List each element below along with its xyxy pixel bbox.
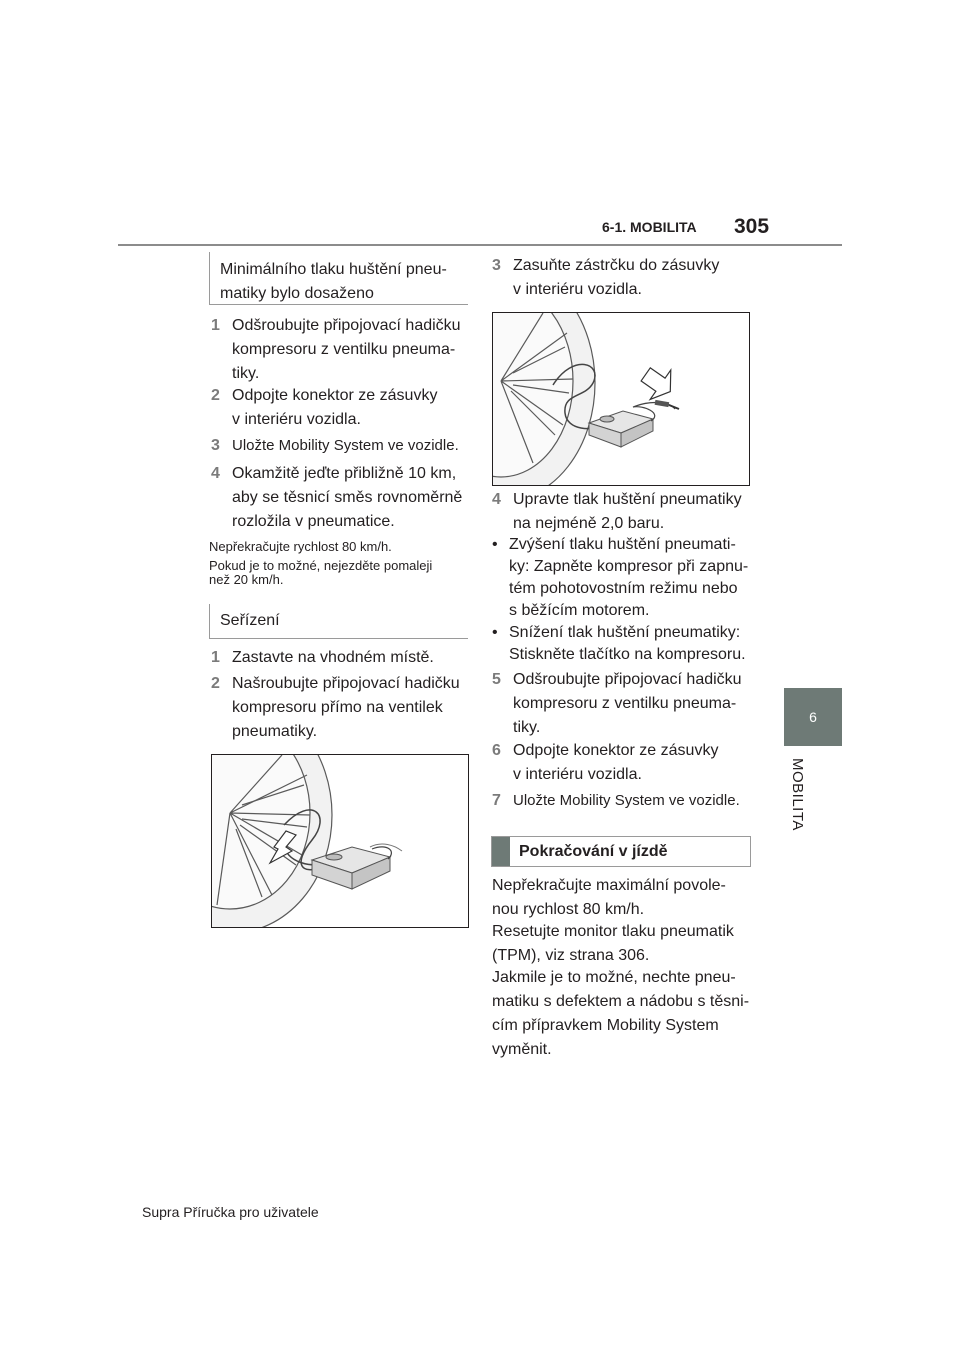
step-number: 1 <box>211 317 220 334</box>
step-item <box>492 488 752 536</box>
step-item <box>492 739 752 787</box>
paragraph-line: cím přípravkem Mobility System <box>492 1017 719 1034</box>
step-item <box>211 434 473 458</box>
step-line: na nejméně 2,0 baru. <box>513 515 665 532</box>
step-line: v interiéru vozidla. <box>513 766 642 783</box>
step-number: 3 <box>211 437 220 454</box>
bullet-line: tém pohotovostním režimu nebo <box>509 580 738 597</box>
step-line: kompresoru z ventilku pneuma- <box>232 341 456 358</box>
speed-note: Nepřekračujte rychlost 80 km/h. <box>209 539 392 554</box>
step-number: 6 <box>492 742 501 759</box>
paragraph-line: matiku s defektem a nádobu s těsni- <box>492 993 750 1010</box>
heading-marker <box>492 837 510 866</box>
step-line: Zastavte na vhodném místě. <box>232 649 434 666</box>
step-number: 4 <box>211 465 220 482</box>
bullet-line: ky: Zapněte kompresor při zapnu- <box>509 558 749 575</box>
step-number: 2 <box>211 387 220 404</box>
box-line: matiky bylo dosaženo <box>220 285 374 302</box>
bullet-dot: • <box>492 624 498 641</box>
paragraph <box>492 920 754 968</box>
socket-plug-illustration <box>492 312 750 486</box>
step-number: 7 <box>492 792 501 809</box>
step-number: 2 <box>211 675 220 692</box>
step-line: v interiéru vozidla. <box>513 281 642 298</box>
compressor-valve-illustration <box>211 754 469 928</box>
step-line: Odšroubujte připojovací hadičku <box>513 671 742 688</box>
compressor-valve-drawing <box>212 755 468 927</box>
paragraph-line: vyměnit. <box>492 1041 552 1058</box>
step-line: Zasuňte zástrčku do zásuvky <box>513 257 720 274</box>
step-line: Uložte Mobility System ve vozidle. <box>232 437 459 454</box>
min-pressure-box <box>209 252 468 305</box>
step-line: Upravte tlak huštění pneumatiky <box>513 491 742 508</box>
header-divider <box>118 244 842 246</box>
paragraph-line: nou rychlost 80 km/h. <box>492 901 645 918</box>
step-line: Odšroubujte připojovací hadičku <box>232 317 461 334</box>
chapter-label: MOBILITA <box>789 758 806 831</box>
step-line: Našroubujte připojovací hadičku <box>232 675 460 692</box>
paragraph-line: Nepřekračujte maximální povole- <box>492 877 726 894</box>
step-item <box>211 384 471 432</box>
step-line: Odpojte konektor ze zásuvky <box>232 387 438 404</box>
step-item <box>492 254 752 302</box>
step-number: 4 <box>492 491 501 508</box>
step-item <box>492 789 754 813</box>
step-number: 1 <box>211 649 220 666</box>
bullet-item <box>492 534 754 622</box>
step-line: aby se těsnicí směs rovnoměrně <box>232 489 463 506</box>
step-item <box>492 668 752 740</box>
step-item <box>211 462 471 534</box>
step-number: 3 <box>492 257 501 274</box>
bullet-line: s běžícím motorem. <box>509 602 650 619</box>
step-line: Okamžitě jeďte přibližně 10 km, <box>232 465 457 482</box>
bullet-line: Stiskněte tlačítko na kompresoru. <box>509 646 746 663</box>
bullet-item <box>492 622 754 666</box>
page-number: 305 <box>734 215 770 238</box>
adjust-box <box>209 604 468 639</box>
bullet-dot: • <box>492 536 498 553</box>
step-line: kompresoru z ventilku pneuma- <box>513 695 737 712</box>
step-line: rozložila v pneumatice. <box>232 513 395 530</box>
footer-manual-title: Supra Příručka pro uživatele <box>142 1204 319 1220</box>
chapter-number: 6 <box>809 709 817 725</box>
bullet-line: Zvýšení tlaku huštění pneumati- <box>509 536 736 553</box>
paragraph-line: Jakmile je to možné, nechte pneu- <box>492 969 736 986</box>
step-line: tiky. <box>232 365 260 382</box>
section-title: 6-1. MOBILITA <box>602 219 697 235</box>
step-line: Uložte Mobility System ve vozidle. <box>513 792 740 809</box>
note-line: než 20 km/h. <box>209 572 284 587</box>
step-line: kompresoru přímo na ventilek <box>232 699 443 716</box>
step-line: pneumatiky. <box>232 723 318 740</box>
box-heading: Seřízení <box>220 612 280 629</box>
bullet-line: Snížení tlak huštění pneumatiky: <box>509 624 741 641</box>
chapter-tab <box>784 688 842 746</box>
step-item <box>211 314 471 386</box>
continue-driving-title: Pokračování v jízdě <box>519 843 668 860</box>
slow-note <box>209 559 432 587</box>
socket-plug-drawing <box>493 313 749 485</box>
paragraph-line: Resetujte monitor tlaku pneumatik <box>492 923 734 940</box>
box-line: Minimálního tlaku huštění pneu- <box>220 261 447 278</box>
step-line: Odpojte konektor ze zásuvky <box>513 742 719 759</box>
step-item <box>211 672 471 744</box>
paragraph <box>492 874 754 922</box>
continue-driving-heading-box <box>491 836 751 867</box>
step-line: tiky. <box>513 719 541 736</box>
step-item <box>211 646 471 670</box>
paragraph <box>492 966 754 1062</box>
note-line: Pokud je to možné, nejezděte pomaleji <box>209 558 433 573</box>
step-number: 5 <box>492 671 501 688</box>
paragraph-line: (TPM), viz strana 306. <box>492 947 650 964</box>
step-line: v interiéru vozidla. <box>232 411 361 428</box>
